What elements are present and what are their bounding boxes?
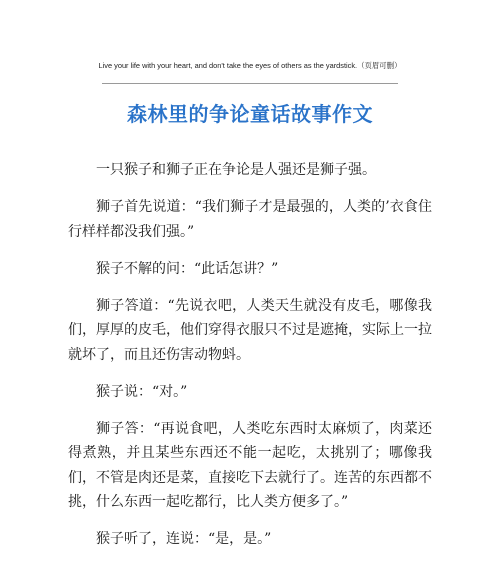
document-body xyxy=(68,158,432,564)
paragraph: 猴子说：“对。” xyxy=(96,383,188,400)
paragraph: 一只猴子和狮子正在争论是人强还是狮子强。 xyxy=(96,162,376,178)
paragraph: 狮子首先说道：“我们狮子才是最强的，人类的’衣食住行样样都没我们强。” xyxy=(68,199,432,240)
paragraph: 猴子不解的问：“此话怎讲？” xyxy=(96,260,279,277)
paragraph: 猴子听了，连说：“是，是。” xyxy=(96,531,272,547)
paragraph: 狮子答道：“先说衣吧，人类天生就没有皮毛，哪像我们，厚厚的皮毛，他们穿得衣服只不过是遮掩，实际上一拉就坏了，而且还伤害动物蚪。 xyxy=(68,297,432,363)
paragraph: 狮子答：“再说食吧，人类吃东西时太麻烦了，肉菜还得煮熟，并且某些东西还不能一起吃，太挑别了；哪像我们，不管是肉还是菜，直接吃下去就行了。连苦的东西都不挑，什么东西一起吃都行，比人类方便多了。” xyxy=(68,420,432,510)
document-title: 森林里的争论童话故事作文 xyxy=(127,102,373,126)
header-divider xyxy=(102,83,398,84)
page-header-note: Live your life with your heart, and don't take the eyes of others as the yardstick.（页眉可删） xyxy=(98,61,402,70)
